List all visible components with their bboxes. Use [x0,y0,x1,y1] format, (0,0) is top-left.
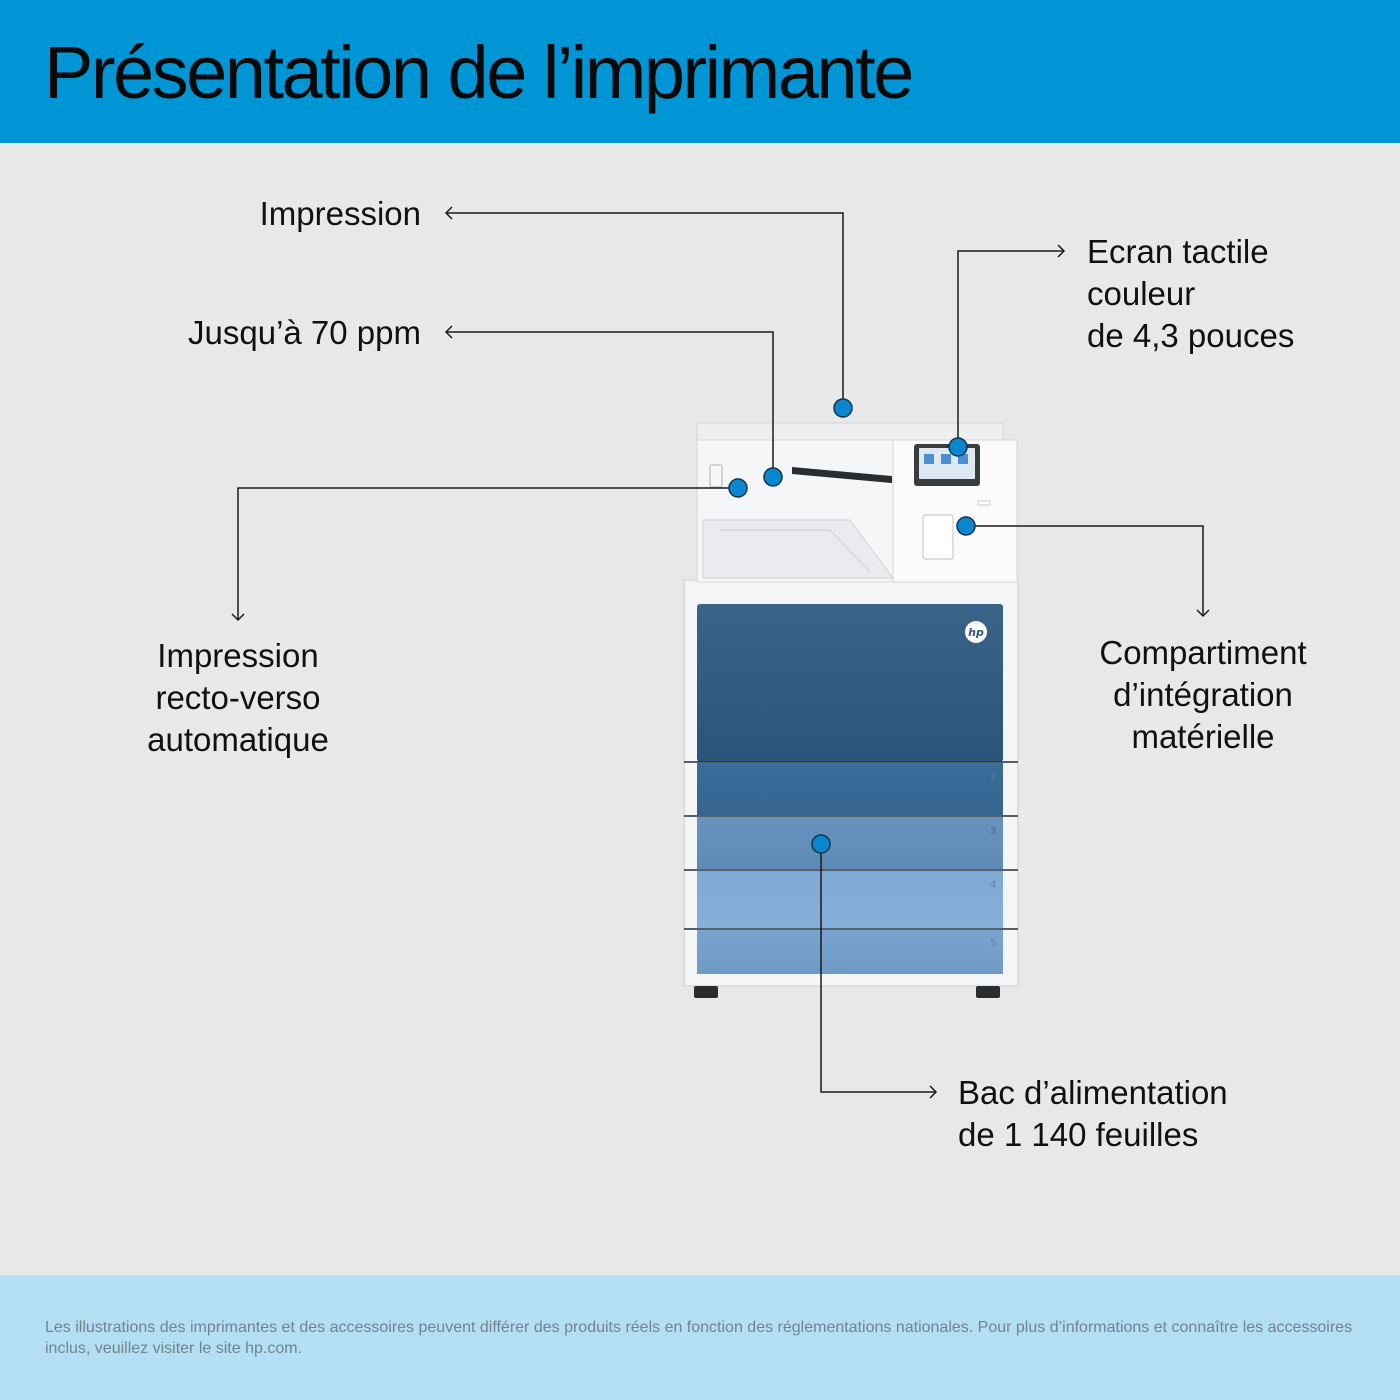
leader-duplex [238,488,738,620]
callout-print [260,193,421,235]
callout-print-line-1: Impression [259,195,421,232]
callout-input-tray-line-1: Bac d’alimentation [958,1074,1228,1111]
page-title: Présentation de l’imprimante [44,31,912,114]
callout-duplex [88,635,388,761]
tray-3 [697,817,1003,869]
hardware-pocket [923,515,953,559]
callout-hip-pocket [1053,632,1353,758]
caster-left [694,986,718,998]
hp-logo-text: hp [968,626,984,639]
callout-duplex-line-1: Impression [157,637,319,674]
callout-touchscreen [1087,231,1294,357]
callout-hip-pocket-line-3: matérielle [1131,718,1275,755]
callout-input-tray [958,1072,1228,1156]
hotspot-print [834,399,852,417]
tray-number-4: 4 [990,880,997,891]
callout-hip-pocket-line-1: Compartiment [1099,634,1307,671]
footer-banner [0,1275,1400,1400]
leader-touchscreen [958,251,1064,447]
callout-duplex-line-2: recto-verso [155,679,321,716]
hotspot-input-tray [812,835,830,853]
callout-touchscreen-line-1: Ecran tactile [1087,233,1269,270]
hotspot-touchscreen [949,438,967,456]
tray-number-2: 2 [990,772,997,783]
callout-speed [188,312,421,354]
tray-number-3: 3 [990,826,997,837]
callout-speed-line-1: Jusqu’à 70 ppm [188,314,421,351]
header-banner [0,0,1400,143]
callout-hip-pocket-line-2: d’intégration [1113,676,1293,713]
callout-duplex-line-3: automatique [147,721,329,758]
caster-right [976,986,1000,998]
leader-print [446,213,843,408]
callout-touchscreen-line-2: couleur [1087,275,1196,312]
printer-illustration [684,423,1018,998]
front-door [697,604,1003,762]
callout-input-tray-line-2: de 1 140 feuilles [958,1116,1199,1153]
tray-4 [697,871,1003,928]
footer-disclaimer: Les illustrations des imprimantes et des accessoires peuvent différer des produits réels en fonction des réglementations nationales. Pour plus d’informations et connaître les accessoires inclus, veuillez visiter le site hp.com. [45,1319,1353,1357]
hotspot-hip-pocket [957,517,975,535]
tray-5 [697,930,1003,974]
hotspot-duplex [729,479,747,497]
tray-number-5: 5 [990,938,997,949]
tray-2 [697,763,1003,815]
callout-touchscreen-line-3: de 4,3 pouces [1087,317,1295,354]
hotspot-speed [764,468,782,486]
